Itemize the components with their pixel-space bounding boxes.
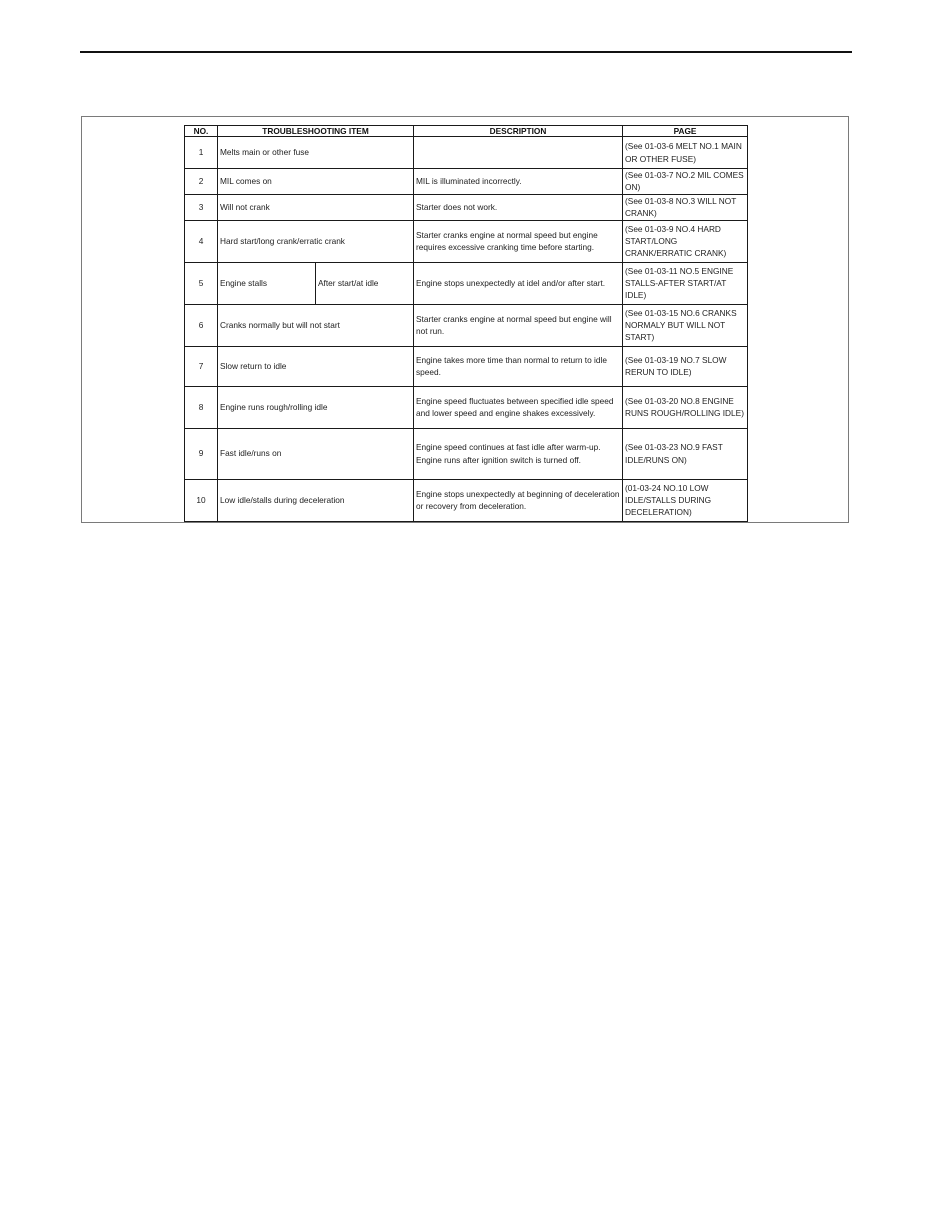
troubleshooting-item: Low idle/stalls during deceleration [218, 479, 414, 521]
row-number: 6 [185, 304, 218, 346]
troubleshooting-item: Fast idle/runs on [218, 428, 414, 479]
page-reference: (See 01-03-23 NO.9 FAST IDLE/RUNS ON) [623, 428, 748, 479]
table-row [185, 428, 748, 479]
page-reference: (See 01-03-19 NO.7 SLOW RERUN TO IDLE) [623, 346, 748, 386]
row-number: 10 [185, 479, 218, 521]
table-row [185, 304, 748, 346]
item-description-line: Engine speed continues at fast idle after warm-up. [416, 442, 601, 453]
page-reference: (See 01-03-7 NO.2 MIL COMES ON) [623, 169, 748, 195]
item-description-line: Engine runs after ignition switch is turned off. [416, 454, 581, 465]
item-description: Starter cranks engine at normal speed but engine will not run. [414, 304, 623, 346]
troubleshooting-table [184, 125, 748, 522]
item-description: Starter cranks engine at normal speed but engine requires excessive cranking time before starting. [414, 220, 623, 262]
row-number: 8 [185, 386, 218, 428]
troubleshooting-item: Will not crank [218, 194, 414, 220]
col-header-no: NO. [185, 126, 218, 137]
item-description [414, 428, 623, 479]
row-number: 1 [185, 137, 218, 169]
row-number: 9 [185, 428, 218, 479]
troubleshooting-item: MIL comes on [218, 169, 414, 195]
page-reference: (See 01-03-9 NO.4 HARD START/LONG CRANK/ERRATIC CRANK) [623, 220, 748, 262]
header-rule [80, 51, 852, 53]
table-row [185, 194, 748, 220]
row-number: 5 [185, 262, 218, 304]
table-row [185, 346, 748, 386]
item-description: Engine stops unexpectedly at idel and/or after start. [414, 262, 623, 304]
item-description: Engine stops unexpectedly at beginning of deceleration or recovery from deceleration. [414, 479, 623, 521]
troubleshooting-item: Engine stalls [218, 262, 316, 304]
table-header-row [185, 126, 748, 137]
col-header-page: PAGE [623, 126, 748, 137]
row-number: 7 [185, 346, 218, 386]
page-reference: (See 01-03-11 NO.5 ENGINE STALLS-AFTER START/AT IDLE) [623, 262, 748, 304]
troubleshooting-item: Hard start/long crank/erratic crank [218, 220, 414, 262]
page-reference: (See 01-03-6 MELT NO.1 MAIN OR OTHER FUSE) [623, 137, 748, 169]
row-number: 4 [185, 220, 218, 262]
table-row [185, 262, 748, 304]
col-header-item: TROUBLESHOOTING ITEM [218, 126, 414, 137]
row-number: 3 [185, 194, 218, 220]
troubleshooting-item: Slow return to idle [218, 346, 414, 386]
table-row [185, 220, 748, 262]
table-row [185, 137, 748, 169]
item-description: MIL is illuminated incorrectly. [414, 169, 623, 195]
table-row [185, 169, 748, 195]
page-reference: (01-03-24 NO.10 LOW IDLE/STALLS DURING DECELERATION) [623, 479, 748, 521]
page-reference: (See 01-03-8 NO.3 WILL NOT CRANK) [623, 194, 748, 220]
troubleshooting-item: Cranks normally but will not start [218, 304, 414, 346]
table-row [185, 386, 748, 428]
troubleshooting-item: Melts main or other fuse [218, 137, 414, 169]
troubleshooting-item: Engine runs rough/rolling idle [218, 386, 414, 428]
item-description: Engine speed fluctuates between specified idle speed and lower speed and engine shakes excessively. [414, 386, 623, 428]
item-description: Starter does not work. [414, 194, 623, 220]
col-header-description: DESCRIPTION [414, 126, 623, 137]
item-description: Engine takes more time than normal to return to idle speed. [414, 346, 623, 386]
row-number: 2 [185, 169, 218, 195]
item-description [414, 137, 623, 169]
troubleshooting-sub-item: After start/at idle [316, 262, 414, 304]
page-reference: (See 01-03-20 NO.8 ENGINE RUNS ROUGH/ROLLING IDLE) [623, 386, 748, 428]
page-reference: (See 01-03-15 NO.6 CRANKS NORMALY BUT WILL NOT START) [623, 304, 748, 346]
table-row [185, 479, 748, 521]
